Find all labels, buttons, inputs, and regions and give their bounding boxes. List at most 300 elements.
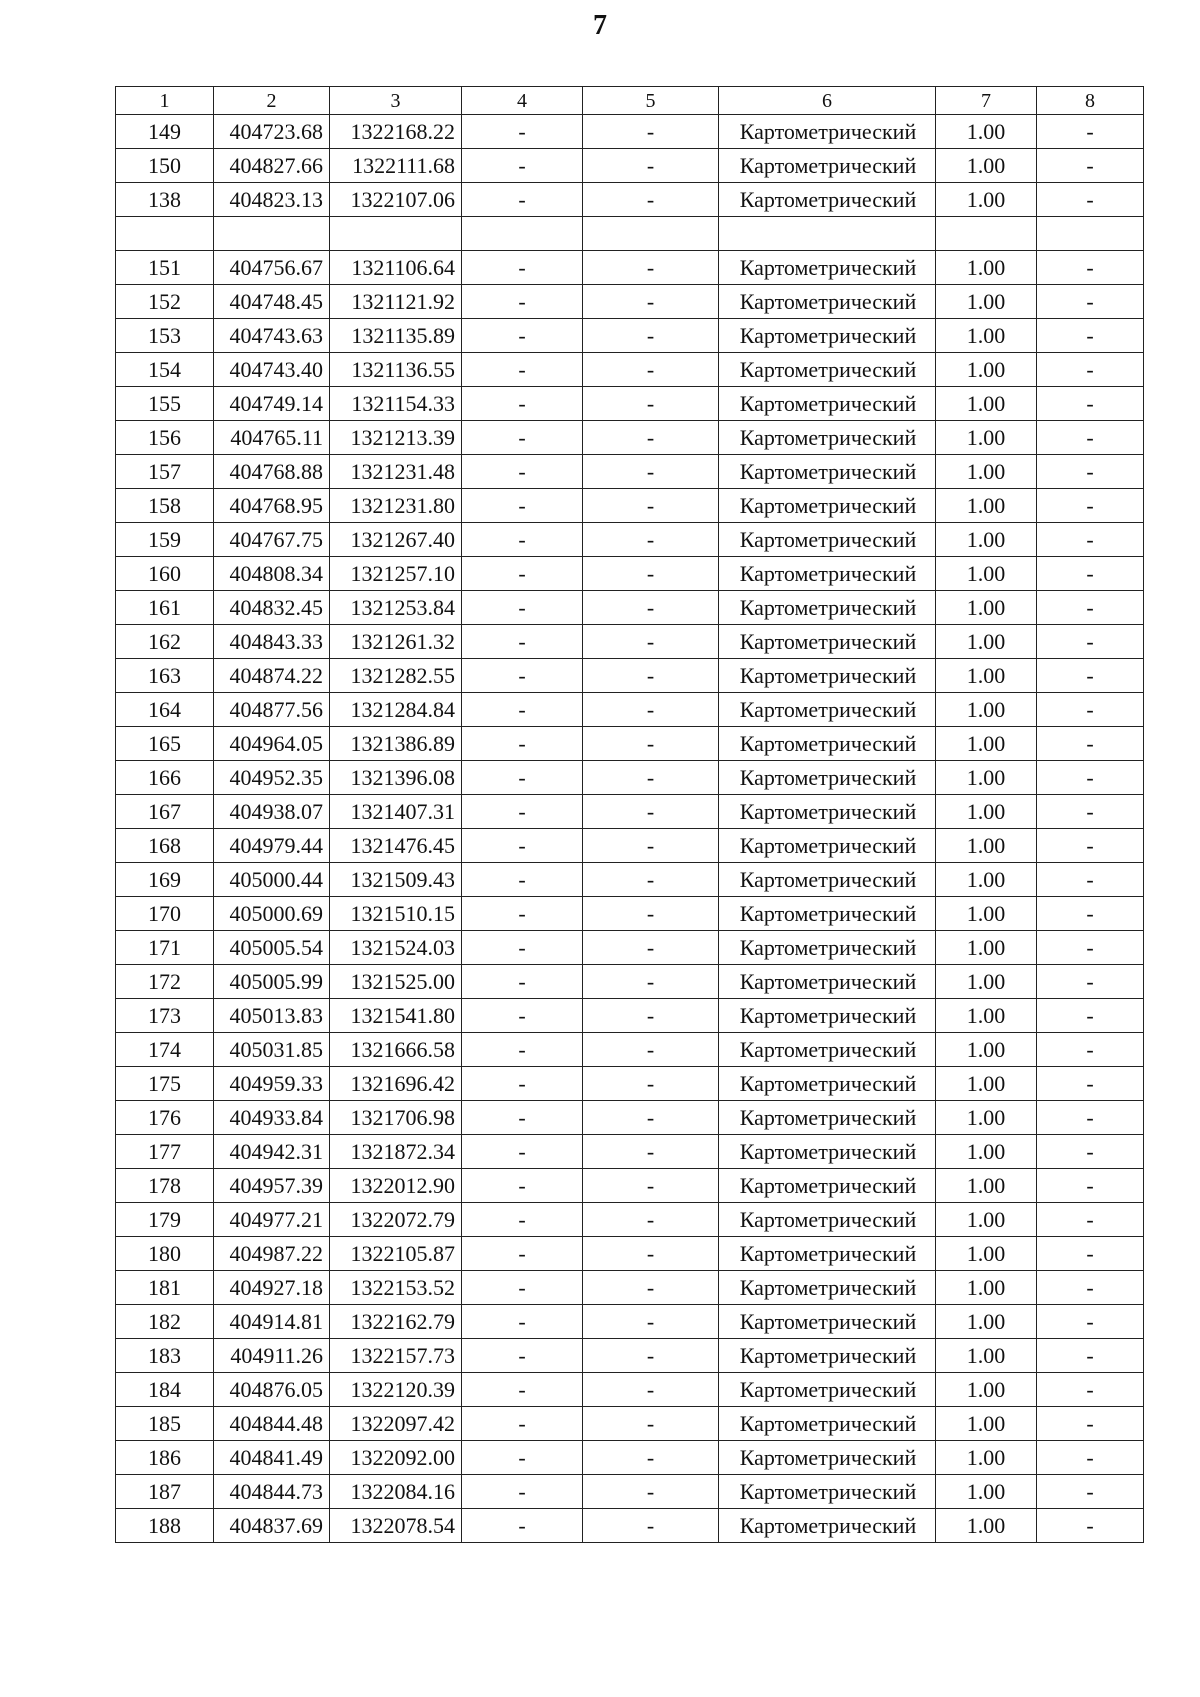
col5-cell: -	[583, 421, 719, 455]
accuracy-cell: 1.00	[936, 659, 1037, 693]
accuracy-cell: 1.00	[936, 1067, 1037, 1101]
method-cell: Картометрический	[719, 319, 936, 353]
method-cell: Картометрический	[719, 659, 936, 693]
method-cell: Картометрический	[719, 795, 936, 829]
col5-cell: -	[583, 1067, 719, 1101]
table-row	[116, 1101, 1144, 1135]
accuracy-cell: 1.00	[936, 1169, 1037, 1203]
col4-cell: -	[462, 659, 583, 693]
method-cell: Картометрический	[719, 251, 936, 285]
x-coordinate-cell: 404874.22	[214, 659, 330, 693]
y-coordinate-cell: 1321541.80	[330, 999, 462, 1033]
y-coordinate-cell: 1322012.90	[330, 1169, 462, 1203]
x-coordinate-cell: 404832.45	[214, 591, 330, 625]
col4-cell: -	[462, 421, 583, 455]
col5-cell: -	[583, 1441, 719, 1475]
method-cell: Картометрический	[719, 1101, 936, 1135]
y-coordinate-cell: 1321476.45	[330, 829, 462, 863]
method-cell: Картометрический	[719, 727, 936, 761]
table-row	[116, 1305, 1144, 1339]
method-cell: Картометрический	[719, 353, 936, 387]
point-number-cell: 154	[116, 353, 214, 387]
method-cell: Картометрический	[719, 421, 936, 455]
col8-cell: -	[1037, 387, 1144, 421]
x-coordinate-cell: 404843.33	[214, 625, 330, 659]
accuracy-cell: 1.00	[936, 1509, 1037, 1543]
accuracy-cell: 1.00	[936, 1407, 1037, 1441]
point-number-cell: 158	[116, 489, 214, 523]
col8-cell: -	[1037, 693, 1144, 727]
col4-cell: -	[462, 319, 583, 353]
y-coordinate-cell: 1321253.84	[330, 591, 462, 625]
y-coordinate-cell	[330, 217, 462, 251]
point-number-cell: 167	[116, 795, 214, 829]
method-cell: Картометрический	[719, 115, 936, 149]
col4-cell: -	[462, 1271, 583, 1305]
point-number-cell	[116, 217, 214, 251]
col5-cell: -	[583, 319, 719, 353]
col8-cell: -	[1037, 115, 1144, 149]
method-cell: Картометрический	[719, 1475, 936, 1509]
point-number-cell: 152	[116, 285, 214, 319]
col4-cell: -	[462, 625, 583, 659]
table-row	[116, 319, 1144, 353]
method-cell: Картометрический	[719, 455, 936, 489]
point-number-cell: 178	[116, 1169, 214, 1203]
x-coordinate-cell: 404977.21	[214, 1203, 330, 1237]
accuracy-cell: 1.00	[936, 693, 1037, 727]
x-coordinate-cell: 404768.88	[214, 455, 330, 489]
table-row	[116, 1373, 1144, 1407]
col5-cell: -	[583, 795, 719, 829]
x-coordinate-cell: 404841.49	[214, 1441, 330, 1475]
table-row	[116, 659, 1144, 693]
accuracy-cell: 1.00	[936, 1271, 1037, 1305]
x-coordinate-cell: 404959.33	[214, 1067, 330, 1101]
col8-cell: -	[1037, 829, 1144, 863]
col5-cell: -	[583, 1271, 719, 1305]
method-cell: Картометрический	[719, 285, 936, 319]
point-number-cell: 169	[116, 863, 214, 897]
point-number-cell: 181	[116, 1271, 214, 1305]
col4-cell: -	[462, 1373, 583, 1407]
table-row	[116, 421, 1144, 455]
table-row	[116, 1339, 1144, 1373]
x-coordinate-cell: 404914.81	[214, 1305, 330, 1339]
col5-cell: -	[583, 1237, 719, 1271]
x-coordinate-cell: 404723.68	[214, 115, 330, 149]
col4-cell: -	[462, 1475, 583, 1509]
method-cell: Картометрический	[719, 183, 936, 217]
col5-cell: -	[583, 1169, 719, 1203]
col4-cell: -	[462, 1237, 583, 1271]
y-coordinate-cell: 1321510.15	[330, 897, 462, 931]
col8-cell: -	[1037, 727, 1144, 761]
accuracy-cell: 1.00	[936, 183, 1037, 217]
x-coordinate-cell: 404768.95	[214, 489, 330, 523]
col5-cell: -	[583, 455, 719, 489]
method-cell: Картометрический	[719, 523, 936, 557]
col4-cell: -	[462, 149, 583, 183]
accuracy-cell: 1.00	[936, 1033, 1037, 1067]
table-row	[116, 523, 1144, 557]
point-number-cell: 166	[116, 761, 214, 795]
col4-cell: -	[462, 1169, 583, 1203]
col5-cell: -	[583, 897, 719, 931]
table-row	[116, 1271, 1144, 1305]
col8-cell	[1037, 217, 1144, 251]
accuracy-cell: 1.00	[936, 523, 1037, 557]
accuracy-cell: 1.00	[936, 1475, 1037, 1509]
col5-cell: -	[583, 1475, 719, 1509]
y-coordinate-cell: 1321267.40	[330, 523, 462, 557]
point-number-cell: 156	[116, 421, 214, 455]
col5-cell: -	[583, 625, 719, 659]
x-coordinate-cell: 404979.44	[214, 829, 330, 863]
x-coordinate-cell: 404823.13	[214, 183, 330, 217]
method-cell: Картометрический	[719, 1339, 936, 1373]
accuracy-cell: 1.00	[936, 421, 1037, 455]
point-number-cell: 177	[116, 1135, 214, 1169]
x-coordinate-cell: 405013.83	[214, 999, 330, 1033]
y-coordinate-cell: 1321231.48	[330, 455, 462, 489]
accuracy-cell: 1.00	[936, 897, 1037, 931]
accuracy-cell: 1.00	[936, 1339, 1037, 1373]
accuracy-cell: 1.00	[936, 115, 1037, 149]
col8-cell: -	[1037, 625, 1144, 659]
x-coordinate-cell: 404767.75	[214, 523, 330, 557]
x-coordinate-cell: 404756.67	[214, 251, 330, 285]
point-number-cell: 179	[116, 1203, 214, 1237]
table-row	[116, 217, 1144, 251]
col5-cell: -	[583, 1101, 719, 1135]
x-coordinate-cell: 404876.05	[214, 1373, 330, 1407]
point-number-cell: 165	[116, 727, 214, 761]
col5-cell: -	[583, 591, 719, 625]
y-coordinate-cell: 1322084.16	[330, 1475, 462, 1509]
point-number-cell: 157	[116, 455, 214, 489]
col8-cell: -	[1037, 1441, 1144, 1475]
x-coordinate-cell: 405005.54	[214, 931, 330, 965]
col8-cell: -	[1037, 183, 1144, 217]
method-cell: Картометрический	[719, 693, 936, 727]
col5-cell: -	[583, 727, 719, 761]
method-cell: Картометрический	[719, 999, 936, 1033]
accuracy-cell: 1.00	[936, 251, 1037, 285]
table-row	[116, 897, 1144, 931]
table-row	[116, 1441, 1144, 1475]
table-row	[116, 829, 1144, 863]
method-cell: Картометрический	[719, 489, 936, 523]
accuracy-cell: 1.00	[936, 829, 1037, 863]
col8-cell: -	[1037, 1305, 1144, 1339]
col4-cell: -	[462, 455, 583, 489]
col8-cell: -	[1037, 999, 1144, 1033]
col8-cell: -	[1037, 353, 1144, 387]
method-cell: Картометрический	[719, 1067, 936, 1101]
col5-cell: -	[583, 659, 719, 693]
table-row	[116, 1033, 1144, 1067]
x-coordinate-cell: 404877.56	[214, 693, 330, 727]
col4-cell: -	[462, 1509, 583, 1543]
col5-cell	[583, 217, 719, 251]
col8-cell: -	[1037, 1237, 1144, 1271]
table-row	[116, 1067, 1144, 1101]
point-number-cell: 184	[116, 1373, 214, 1407]
y-coordinate-cell: 1321257.10	[330, 557, 462, 591]
y-coordinate-cell: 1322153.52	[330, 1271, 462, 1305]
table-row	[116, 387, 1144, 421]
method-cell: Картометрический	[719, 1237, 936, 1271]
col8-cell: -	[1037, 1407, 1144, 1441]
accuracy-cell: 1.00	[936, 863, 1037, 897]
accuracy-cell	[936, 217, 1037, 251]
x-coordinate-cell: 404911.26	[214, 1339, 330, 1373]
col5-cell: -	[583, 931, 719, 965]
col4-cell: -	[462, 1407, 583, 1441]
col4-cell: -	[462, 387, 583, 421]
col5-cell: -	[583, 693, 719, 727]
y-coordinate-cell: 1322107.06	[330, 183, 462, 217]
accuracy-cell: 1.00	[936, 557, 1037, 591]
header-cell: 5	[583, 87, 719, 115]
y-coordinate-cell: 1321872.34	[330, 1135, 462, 1169]
table-row	[116, 965, 1144, 999]
method-cell: Картометрический	[719, 591, 936, 625]
accuracy-cell: 1.00	[936, 489, 1037, 523]
accuracy-cell: 1.00	[936, 353, 1037, 387]
col8-cell: -	[1037, 1033, 1144, 1067]
point-number-cell: 176	[116, 1101, 214, 1135]
point-number-cell: 183	[116, 1339, 214, 1373]
x-coordinate-cell: 404987.22	[214, 1237, 330, 1271]
table-row	[116, 1169, 1144, 1203]
point-number-cell: 182	[116, 1305, 214, 1339]
method-cell: Картометрический	[719, 863, 936, 897]
x-coordinate-cell: 404743.63	[214, 319, 330, 353]
col5-cell: -	[583, 1373, 719, 1407]
col4-cell: -	[462, 829, 583, 863]
point-number-cell: 149	[116, 115, 214, 149]
point-number-cell: 160	[116, 557, 214, 591]
method-cell: Картометрический	[719, 1135, 936, 1169]
method-cell: Картометрический	[719, 761, 936, 795]
header-cell: 7	[936, 87, 1037, 115]
col4-cell: -	[462, 353, 583, 387]
col8-cell: -	[1037, 251, 1144, 285]
point-number-cell: 175	[116, 1067, 214, 1101]
col4-cell: -	[462, 183, 583, 217]
table-row	[116, 761, 1144, 795]
point-number-cell: 159	[116, 523, 214, 557]
point-number-cell: 180	[116, 1237, 214, 1271]
table-row	[116, 1509, 1144, 1543]
x-coordinate-cell: 404964.05	[214, 727, 330, 761]
method-cell: Картометрический	[719, 1169, 936, 1203]
col5-cell: -	[583, 523, 719, 557]
col5-cell: -	[583, 1033, 719, 1067]
method-cell	[719, 217, 936, 251]
col4-cell: -	[462, 591, 583, 625]
table-row	[116, 1475, 1144, 1509]
col8-cell: -	[1037, 1169, 1144, 1203]
table-row	[116, 557, 1144, 591]
col8-cell: -	[1037, 659, 1144, 693]
point-number-cell: 168	[116, 829, 214, 863]
y-coordinate-cell: 1322097.42	[330, 1407, 462, 1441]
col8-cell: -	[1037, 557, 1144, 591]
col5-cell: -	[583, 353, 719, 387]
y-coordinate-cell: 1322157.73	[330, 1339, 462, 1373]
method-cell: Картометрический	[719, 557, 936, 591]
accuracy-cell: 1.00	[936, 1203, 1037, 1237]
col4-cell: -	[462, 557, 583, 591]
table-row	[116, 149, 1144, 183]
col4-cell: -	[462, 897, 583, 931]
col4-cell: -	[462, 251, 583, 285]
point-number-cell: 173	[116, 999, 214, 1033]
col4-cell: -	[462, 863, 583, 897]
col4-cell: -	[462, 727, 583, 761]
method-cell: Картометрический	[719, 1407, 936, 1441]
col5-cell: -	[583, 489, 719, 523]
table-row	[116, 1237, 1144, 1271]
col5-cell: -	[583, 999, 719, 1033]
accuracy-cell: 1.00	[936, 319, 1037, 353]
col5-cell: -	[583, 1407, 719, 1441]
method-cell: Картометрический	[719, 829, 936, 863]
col4-cell	[462, 217, 583, 251]
y-coordinate-cell: 1322120.39	[330, 1373, 462, 1407]
y-coordinate-cell: 1322078.54	[330, 1509, 462, 1543]
y-coordinate-cell: 1322072.79	[330, 1203, 462, 1237]
y-coordinate-cell: 1321282.55	[330, 659, 462, 693]
y-coordinate-cell: 1321386.89	[330, 727, 462, 761]
col5-cell: -	[583, 285, 719, 319]
table-row	[116, 795, 1144, 829]
col4-cell: -	[462, 115, 583, 149]
point-number-cell: 153	[116, 319, 214, 353]
point-number-cell: 186	[116, 1441, 214, 1475]
y-coordinate-cell: 1321135.89	[330, 319, 462, 353]
table-row	[116, 591, 1144, 625]
col4-cell: -	[462, 489, 583, 523]
y-coordinate-cell: 1322162.79	[330, 1305, 462, 1339]
accuracy-cell: 1.00	[936, 455, 1037, 489]
header-cell: 3	[330, 87, 462, 115]
header-cell: 6	[719, 87, 936, 115]
y-coordinate-cell: 1321213.39	[330, 421, 462, 455]
col8-cell: -	[1037, 523, 1144, 557]
x-coordinate-cell: 405005.99	[214, 965, 330, 999]
col8-cell: -	[1037, 149, 1144, 183]
y-coordinate-cell: 1322105.87	[330, 1237, 462, 1271]
table-row	[116, 183, 1144, 217]
col4-cell: -	[462, 523, 583, 557]
y-coordinate-cell: 1321284.84	[330, 693, 462, 727]
point-number-cell: 185	[116, 1407, 214, 1441]
method-cell: Картометрический	[719, 1203, 936, 1237]
col4-cell: -	[462, 285, 583, 319]
method-cell: Картометрический	[719, 1373, 936, 1407]
x-coordinate-cell: 405000.44	[214, 863, 330, 897]
coordinates-table	[115, 86, 1144, 1543]
point-number-cell: 150	[116, 149, 214, 183]
col8-cell: -	[1037, 897, 1144, 931]
col5-cell: -	[583, 829, 719, 863]
point-number-cell: 164	[116, 693, 214, 727]
x-coordinate-cell: 404837.69	[214, 1509, 330, 1543]
col8-cell: -	[1037, 863, 1144, 897]
y-coordinate-cell: 1321136.55	[330, 353, 462, 387]
table-row	[116, 625, 1144, 659]
y-coordinate-cell: 1321121.92	[330, 285, 462, 319]
col8-cell: -	[1037, 1475, 1144, 1509]
method-cell: Картометрический	[719, 149, 936, 183]
accuracy-cell: 1.00	[936, 285, 1037, 319]
y-coordinate-cell: 1321231.80	[330, 489, 462, 523]
col4-cell: -	[462, 1135, 583, 1169]
x-coordinate-cell: 405000.69	[214, 897, 330, 931]
accuracy-cell: 1.00	[936, 931, 1037, 965]
method-cell: Картометрический	[719, 1305, 936, 1339]
y-coordinate-cell: 1321261.32	[330, 625, 462, 659]
accuracy-cell: 1.00	[936, 625, 1037, 659]
table-row	[116, 115, 1144, 149]
col4-cell: -	[462, 1033, 583, 1067]
col8-cell: -	[1037, 965, 1144, 999]
col8-cell: -	[1037, 1373, 1144, 1407]
method-cell: Картометрический	[719, 387, 936, 421]
col5-cell: -	[583, 149, 719, 183]
table-row	[116, 455, 1144, 489]
col5-cell: -	[583, 115, 719, 149]
col5-cell: -	[583, 1509, 719, 1543]
x-coordinate-cell	[214, 217, 330, 251]
x-coordinate-cell: 404765.11	[214, 421, 330, 455]
accuracy-cell: 1.00	[936, 1373, 1037, 1407]
accuracy-cell: 1.00	[936, 965, 1037, 999]
col8-cell: -	[1037, 1339, 1144, 1373]
y-coordinate-cell: 1321525.00	[330, 965, 462, 999]
accuracy-cell: 1.00	[936, 795, 1037, 829]
x-coordinate-cell: 404748.45	[214, 285, 330, 319]
col4-cell: -	[462, 761, 583, 795]
col5-cell: -	[583, 1203, 719, 1237]
accuracy-cell: 1.00	[936, 999, 1037, 1033]
y-coordinate-cell: 1321696.42	[330, 1067, 462, 1101]
point-number-cell: 172	[116, 965, 214, 999]
table-row	[116, 489, 1144, 523]
table-row	[116, 353, 1144, 387]
y-coordinate-cell: 1321407.31	[330, 795, 462, 829]
col4-cell: -	[462, 1339, 583, 1373]
x-coordinate-cell: 404808.34	[214, 557, 330, 591]
y-coordinate-cell: 1322111.68	[330, 149, 462, 183]
point-number-cell: 161	[116, 591, 214, 625]
table-body	[116, 87, 1144, 1543]
x-coordinate-cell: 404927.18	[214, 1271, 330, 1305]
col4-cell: -	[462, 1203, 583, 1237]
col5-cell: -	[583, 1339, 719, 1373]
point-number-cell: 163	[116, 659, 214, 693]
y-coordinate-cell: 1321706.98	[330, 1101, 462, 1135]
col8-cell: -	[1037, 761, 1144, 795]
method-cell: Картометрический	[719, 1033, 936, 1067]
table-row	[116, 727, 1144, 761]
col8-cell: -	[1037, 795, 1144, 829]
x-coordinate-cell: 404844.73	[214, 1475, 330, 1509]
